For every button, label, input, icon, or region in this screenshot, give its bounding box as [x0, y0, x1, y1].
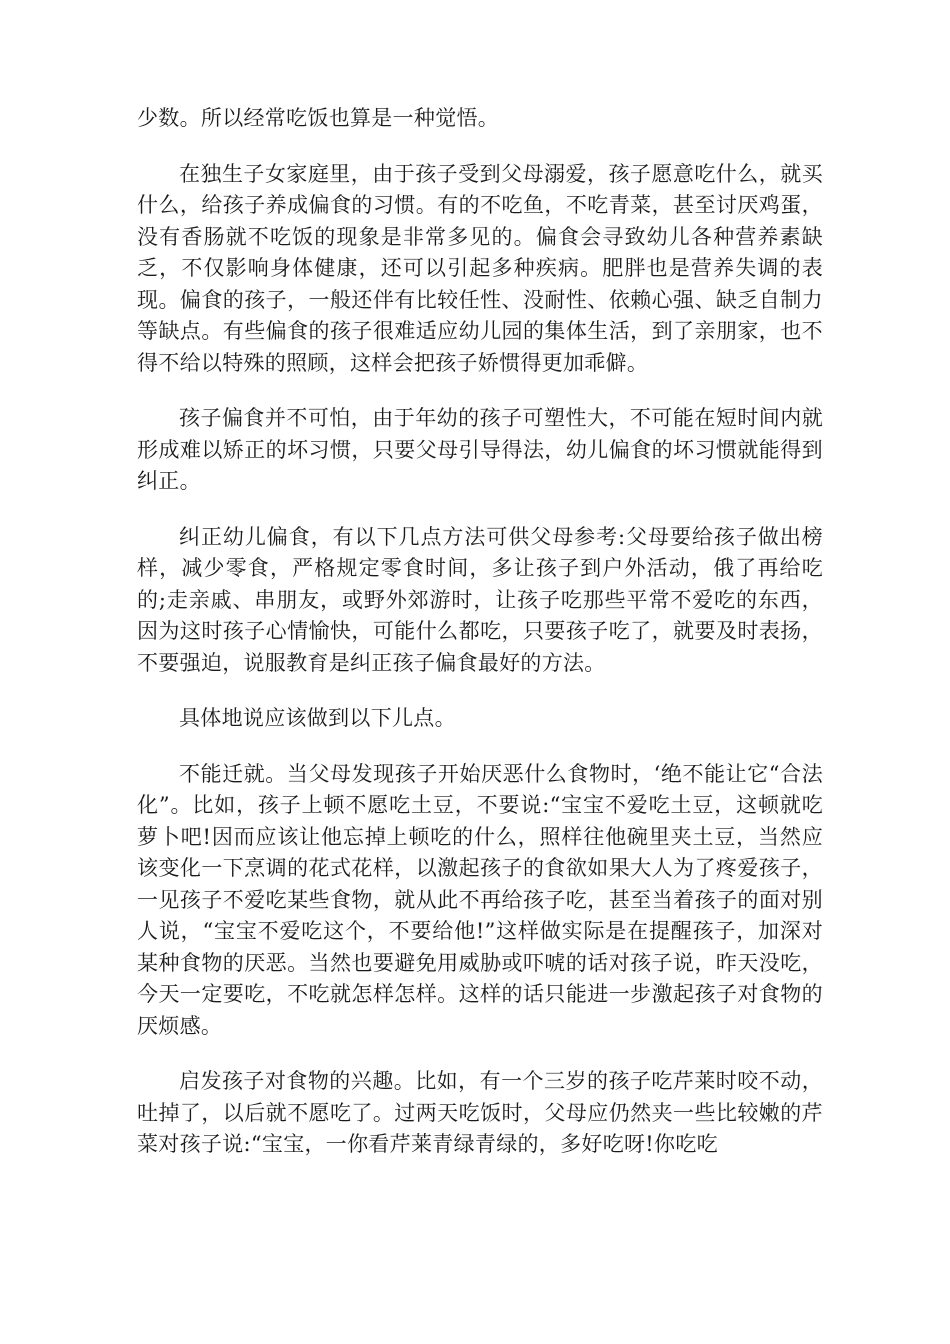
paragraph-1: 少数。所以经常吃饭也算是一种觉悟。: [137, 106, 500, 130]
paragraph-3: 孩子偏食并不可怕，由于年幼的孩子可塑性大，不可能在短时间内就形成难以矫正的坏习惯，只要父母引导得法，幼儿偏食的坏习惯就能得到纠正。: [137, 406, 823, 493]
paragraph-4: 纠正幼儿偏食，有以下几点方法可供父母参考:父母要给孩子做出榜样，减少零食，严格规定零食时间，多让孩子到户外活动，俄了再给吃的;走亲戚、串朋友，或野外郊游时，让孩子吃那些平常不爱吃的东西，因为这时孩子心情愉快，可能什么都吃，只要孩子吃了，就要及时表扬，不要强迫，说服教育是纠正孩子偏食最好的方法。: [137, 524, 823, 675]
paragraph-7: 启发孩子对食物的兴趣。比如，有一个三岁的孩子吃芹莱时咬不动，吐掉了，以后就不愿吃了。过两天吃饭时，父母应仍然夹一些比较嫩的芹菜对孩子说:“宝宝，一你看芹莱青绿青绿的，多好吃呀!你吃吃: [137, 1069, 823, 1156]
paragraph-6: 不能迁就。当父母发现孩子开始厌恶什么食物时，‘绝不能让它“合法化”。比如，孩子上顿不愿吃土豆，不要说:“宝宝不爱吃土豆，这顿就吃萝卜吧!因而应该让他忘掉上顿吃的什么，照样往他碗里夹土豆，当然应该变化一下烹调的花式花样，以激起孩子的食欲如果大人为了疼爱孩子，一见孩子不爱吃某些食物，就从此不再给孩子吃，甚至当着孩子的面对别人说，“宝宝不爱吃这个，不要给他!”这样做实际是在提醒孩子，加深对某种食物的厌恶。当然也要避免用威胁或吓唬的话对孩子说，昨天没吃，今天一定要吃，不吃就怎样怎样。这样的话只能进一步激起孩子对食物的厌烦感。: [137, 761, 823, 1038]
paragraph-5: 具体地说应该做到以下儿点。: [179, 706, 456, 730]
paragraph-2: 在独生子女家庭里，由于孩子受到父母溺爱，孩子愿意吃什么，就买什么，给孩子养成偏食的习惯。有的不吃鱼，不吃青菜，甚至讨厌鸡蛋，没有香肠就不吃饭的现象是非常多见的。偏食会寻致幼儿各种营养素缺乏，不仅影响身体健康，还可以引起多种疾病。肥胖也是营养失调的表现。偏食的孩子，一般还伴有比较任性、没耐性、依赖心强、缺乏自制力等缺点。有些偏食的孩子很难适应幼儿园的集体生活，到了亲朋家，也不得不给以特殊的照顾，这样会把孩子娇惯得更加乖僻。: [137, 161, 823, 375]
document-body: [137, 103, 823, 1185]
